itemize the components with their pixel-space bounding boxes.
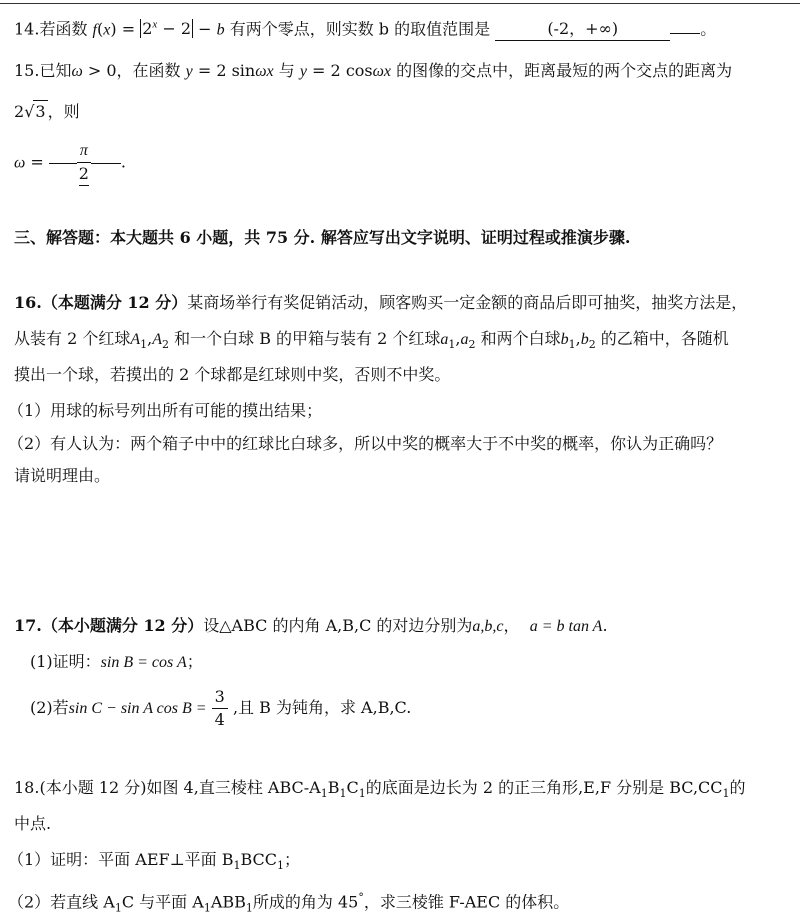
question-15: 15.已知ω > 0，在函数 y = 2 sinωx 与 y = 2 cosωx 的图像的交点中，距离最短的两个交点的距离为: [14, 61, 733, 80]
q14-x: x: [103, 21, 111, 39]
question-14: 14.若函数 $f(x) = 2^x - 2 - b$ 有两个零点，则实数 b 的取值范围是 (-2，+∞) 。: [14, 14, 716, 41]
q14-prefix: 14.若函数: [14, 19, 88, 39]
q14-f: f: [92, 21, 97, 39]
question-18-line2: 中点.: [14, 814, 52, 833]
question-18-part2: （2）若直线 $A_1C$ 与平面 $A_1ABB_1$所成的角为 45°，求三棱锥 F-AEC 的体积。: [8, 891, 570, 915]
q14-abs: $2^x - 2$: [142, 19, 192, 39]
q15-prefix: 15.已知: [14, 61, 72, 80]
question-16-part2: （2）有人认为：两个箱子中中的红球比白球多，所以中奖的概率大于不中奖的概率，你认为正确吗？: [8, 434, 723, 453]
q14-answer-blank: [495, 18, 670, 41]
question-18: 18.(本小题 12 分)如图 4,直三棱柱 ABC-$A_1B_1C_1$的底面是边长为 2 的正三角形,E,F 分别是 $BC,CC_1$的: [14, 778, 746, 801]
question-17-part1: (1)证明：sin B = cos A；: [30, 652, 203, 671]
question-16-line2: 从装有 2 个红球$A_1,A_2$ 和一个白球 B 的甲箱与装有 2 个红球$a_1,a_2$ 和两个白球$b_1,b_2$ 的乙箱中，各随机: [14, 329, 729, 352]
q16-head: 16.（本题满分 12 分）: [14, 293, 188, 312]
question-15-line2: 2√3 ，则: [14, 102, 80, 121]
q14-text: 有两个零点，则实数 b 的取值范围是: [229, 19, 491, 39]
question-17-part2: (2)若sin C − sin A cos B = $\frac{3}{4}$ ,且 B 为钝角，求 A,B,C.: [30, 687, 412, 729]
q14-answer: (-2，+∞): [547, 19, 619, 39]
question-16-line3: 摸出一个球，若摸出的 2 个球都是红球则中奖，否则不中奖。: [14, 365, 451, 384]
q15-text: 的图像的交点中，距离最短的两个交点的距离为: [396, 61, 733, 80]
question-17: 17.（本小题满分 12 分）设△ABC 的内角 A,B,C 的对边分别为a,b,c， a = b tan A.: [14, 616, 608, 635]
q15-answer-fraction: $\frac{\pi}{2}$: [77, 140, 91, 186]
question-15-answer: ω = $\frac{\pi}{2}$ .: [14, 140, 126, 186]
question-16-part1: （1）用球的标号列出所有可能的摸出结果；: [8, 401, 323, 420]
q14-end: 。: [700, 19, 717, 39]
question-16: 16.（本题满分 12 分）某商场举行有奖促销活动，顾客购买一定金额的商品后即可抽奖，抽奖方法是，: [14, 293, 748, 312]
section-3-heading: 三、解答题：本大题共 6 小题，共 75 分. 解答应写出文字说明、证明过程或推演步骤.: [14, 228, 631, 247]
q14-b: b: [216, 21, 225, 39]
q17-head: 17.（本小题满分 12 分）: [14, 616, 204, 635]
question-18-part1: （1）证明：平面 AEF⊥平面 $B_1BCC_1$；: [8, 850, 301, 873]
q17-fraction: $\frac{3}{4}$: [212, 686, 228, 731]
question-16-part2-cont: 请说明理由。: [14, 466, 111, 485]
top-rule: [0, 3, 800, 4]
q17-condition: a = b tan A: [529, 618, 603, 635]
